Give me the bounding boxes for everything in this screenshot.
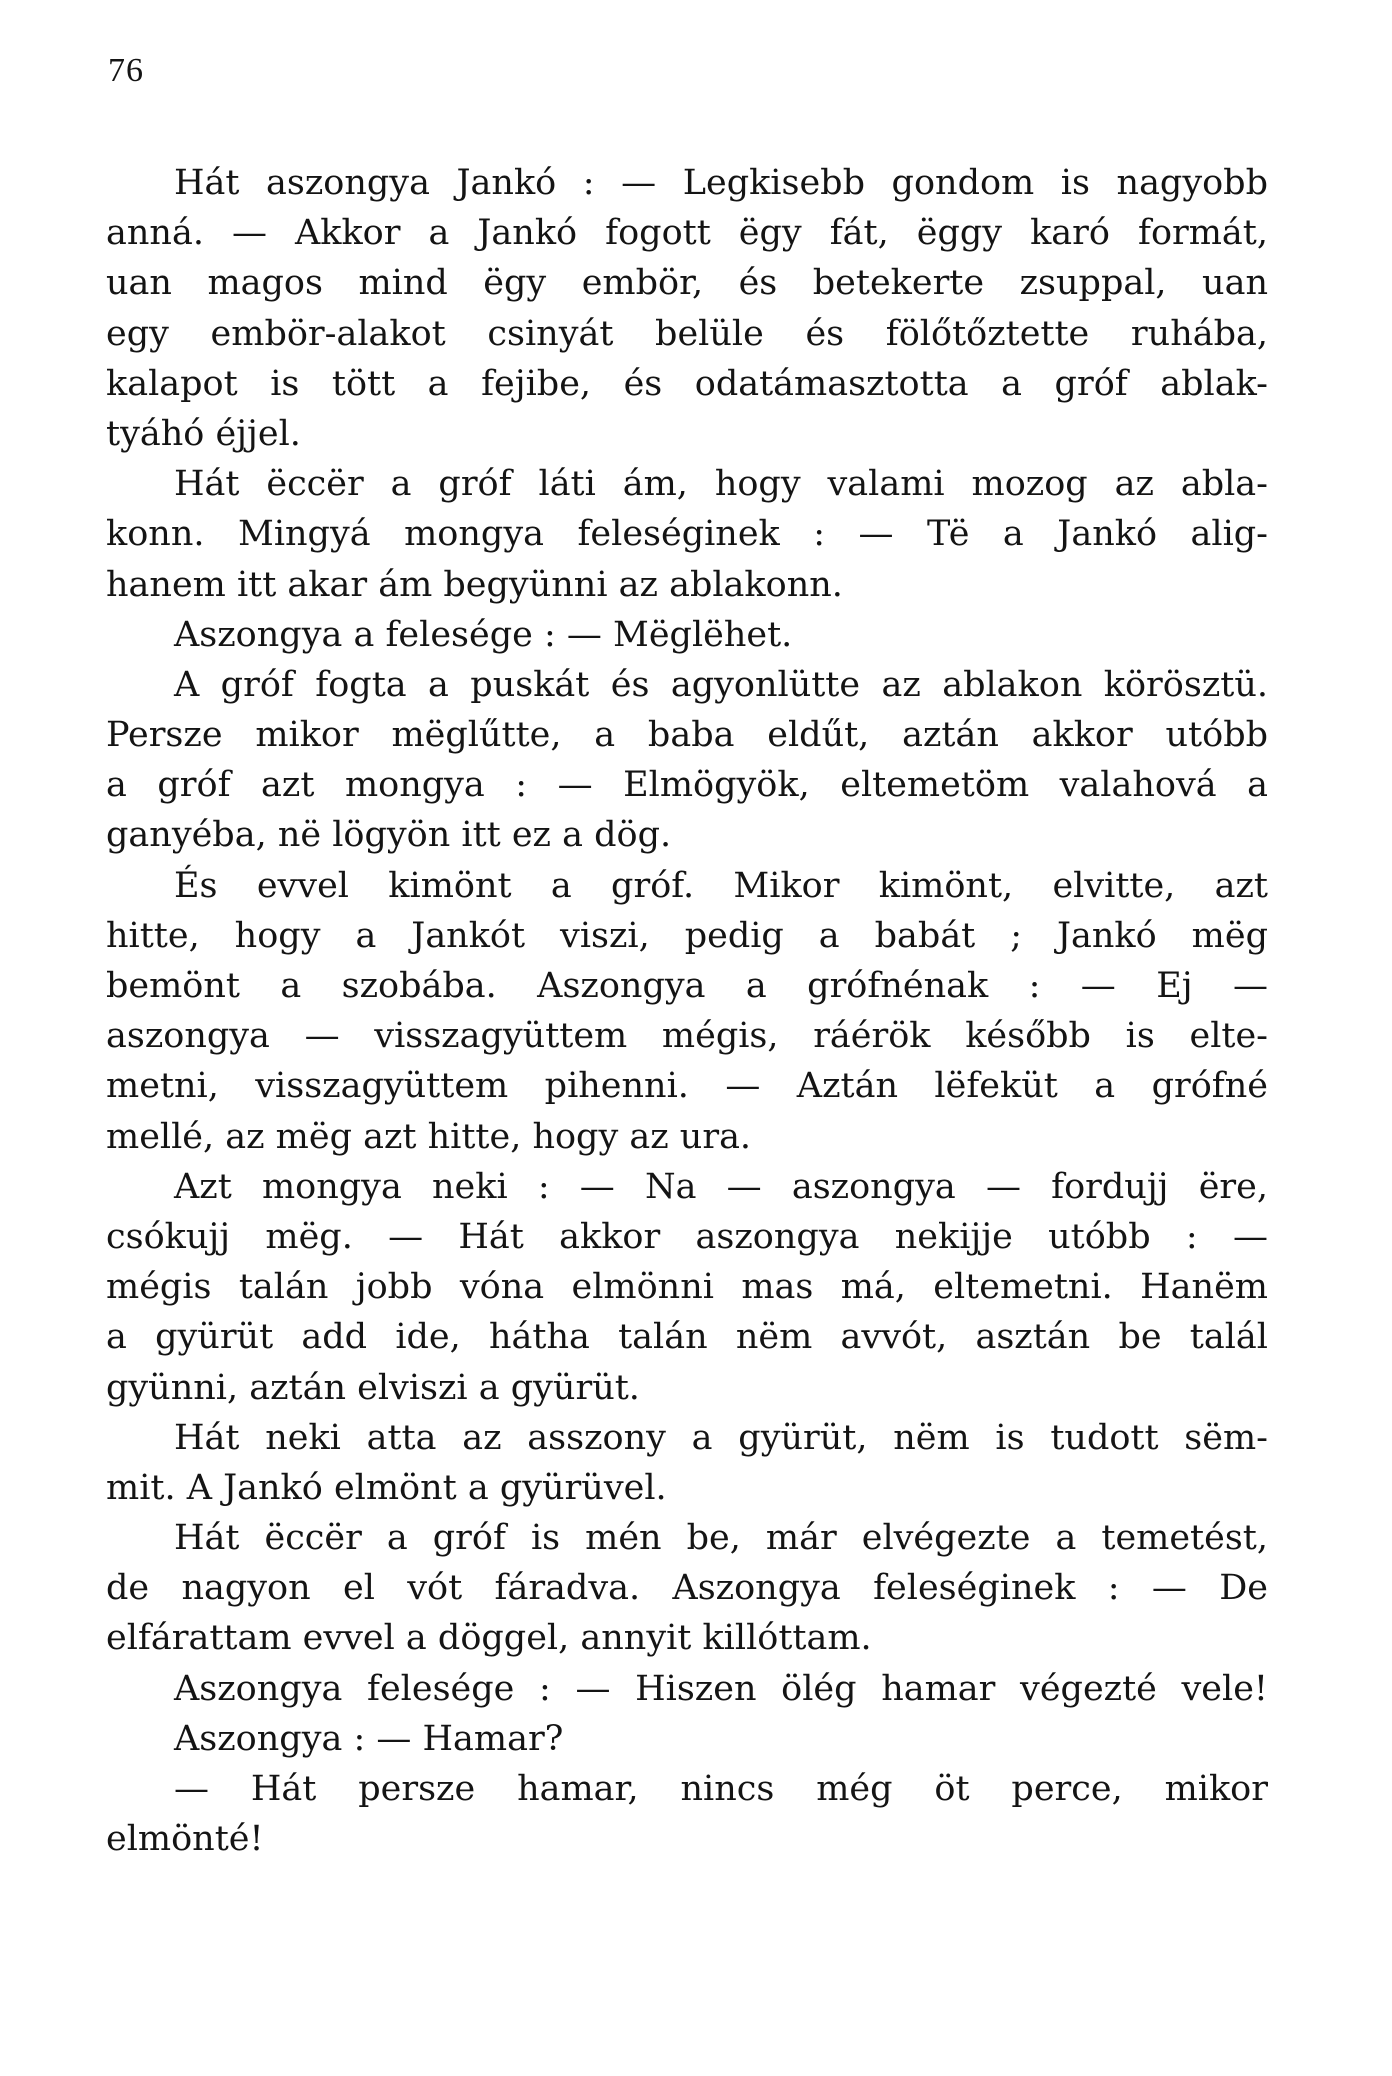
body-text bbox=[106, 158, 1268, 1864]
text-line: uan magos mind ëgy embör, és betekerte zsuppal, uan bbox=[106, 263, 1268, 304]
text-line: Hát ëccër a gróf láti ám, hogy valami mozog az abla- bbox=[174, 464, 1268, 505]
text-line: gyünni, aztán elviszi a gyürüt. bbox=[106, 1367, 640, 1408]
text-line: Hát neki atta az asszony a gyürüt, nëm is tudott sëm- bbox=[174, 1417, 1268, 1458]
text-line: Hát aszongya Jankó : — Legkisebb gondom is nagyobb bbox=[174, 163, 1268, 203]
text-line: metni, visszagyüttem pihenni. — Aztán lëfeküt a grófné bbox=[106, 1066, 1268, 1107]
text-line: hitte, hogy a Jankót viszi, pedig a babát ; Jankó mëg bbox=[106, 915, 1268, 956]
text-line: Hát ëccër a gróf is mén be, már elvégezte a temetést, bbox=[174, 1518, 1268, 1559]
text-line: ganyéba, në lögyön itt ez a dög. bbox=[106, 815, 672, 856]
text-line: — Hát persze hamar, nincs még öt perce, mikor bbox=[174, 1769, 1268, 1809]
text-line: És evvel kimönt a gróf. Mikor kimönt, elvitte, azt bbox=[174, 865, 1268, 906]
text-line: mégis talán jobb vóna elmönni mas má, eltemetni. Hanëm bbox=[106, 1267, 1268, 1308]
text-line: Azt mongya neki : — Na — aszongya — fordujj ëre, bbox=[174, 1166, 1268, 1207]
text-line: de nagyon el vót fáradva. Aszongya feleséginek : — De bbox=[106, 1568, 1268, 1609]
text-line: a gyürüt add ide, hátha talán nëm avvót, asztán be talál bbox=[106, 1317, 1268, 1358]
page-number: 76 bbox=[108, 52, 144, 89]
text-line: A gróf fogta a puskát és agyonlütte az ablakon körösztü. bbox=[174, 664, 1268, 705]
text-line: csókujj mëg. — Hát akkor aszongya nekijje utóbb : — bbox=[106, 1216, 1268, 1257]
text-line: egy embör-alakot csinyát belüle és fölőtőztette ruhába, bbox=[106, 313, 1268, 354]
text-line: Aszongya : — Hamar? bbox=[174, 1718, 564, 1759]
text-line: tyáhó éjjel. bbox=[106, 413, 301, 454]
text-line: hanem itt akar ám begyünni az ablakonn. bbox=[106, 564, 843, 605]
text-line: konn. Mingyá mongya feleséginek : — Të a Jankó alig- bbox=[106, 514, 1268, 555]
text-line: kalapot is tött a fejibe, és odatámasztotta a gróf ablak- bbox=[106, 363, 1268, 404]
text-line: Persze mikor mëglűtte, a baba eldűt, aztán akkor utóbb bbox=[106, 715, 1268, 756]
text-line: mit. A Jankó elmönt a gyürüvel. bbox=[106, 1467, 667, 1508]
text-line: elmönté! bbox=[106, 1819, 264, 1860]
text-line: a gróf azt mongya : — Elmögyök, eltemetöm valahová a bbox=[106, 765, 1268, 806]
text-line: Aszongya felesége : — Hiszen ölég hamar végezté vele! bbox=[174, 1668, 1268, 1709]
text-line: Aszongya a felesége : — Mëglëhet. bbox=[174, 614, 793, 655]
text-line: aszongya — visszagyüttem mégis, ráérök később is elte- bbox=[106, 1016, 1268, 1057]
text-line: mellé, az mëg azt hitte, hogy az ura. bbox=[106, 1116, 752, 1157]
text-line: bemönt a szobába. Aszongya a grófnénak : — Ej — bbox=[106, 966, 1268, 1006]
text-line: anná. — Akkor a Jankó fogott ëgy fát, ëggy karó formát, bbox=[106, 213, 1268, 254]
text-line: elfárattam evvel a döggel, annyit killóttam. bbox=[106, 1618, 872, 1659]
